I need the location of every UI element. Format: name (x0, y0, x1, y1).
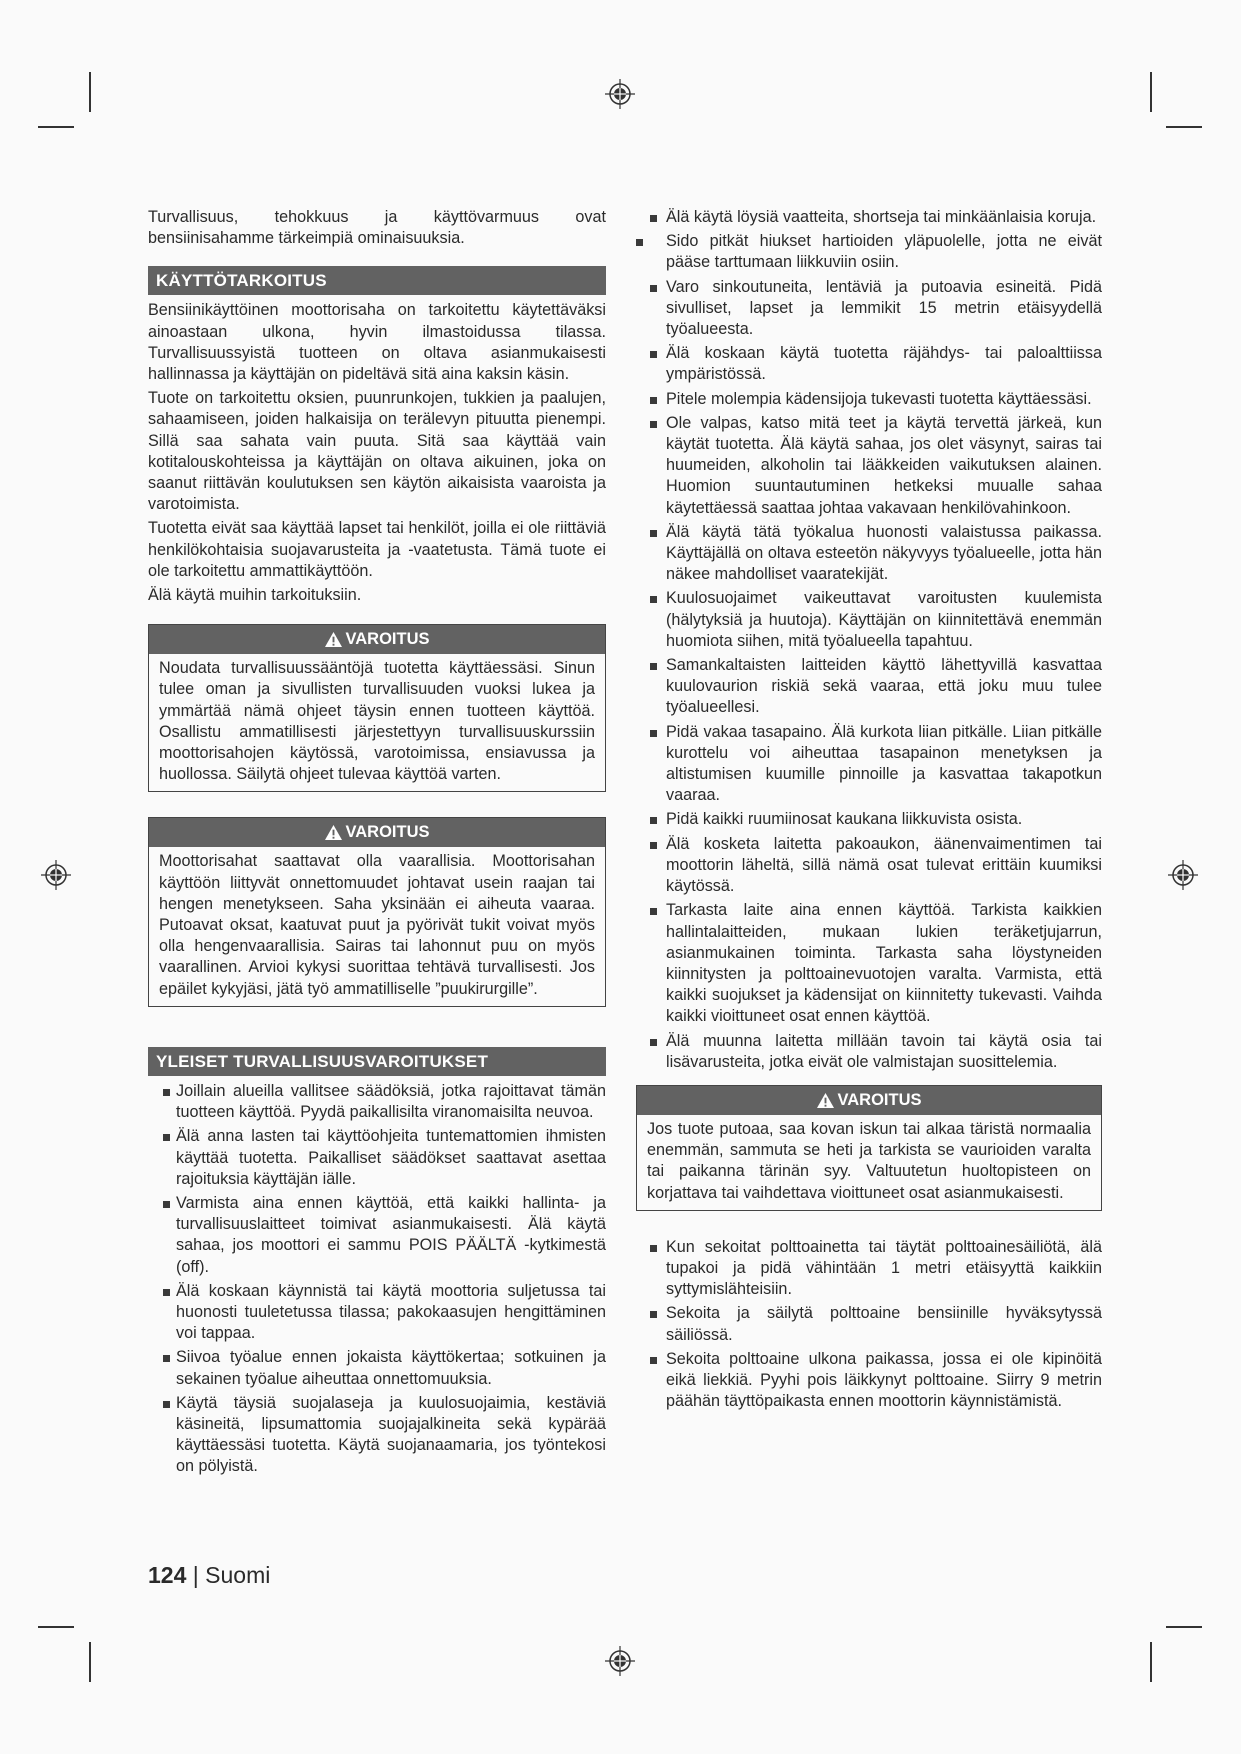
bullet-icon (163, 1089, 170, 1096)
bullet-icon (163, 1289, 170, 1296)
left-column (148, 207, 606, 1481)
warning-header (637, 1086, 1101, 1115)
list-item: Siivoa työalue ennen jokaista käyttökertaa; sotkuinen ja sekainen työalue aiheuttaa onnettomuuksia. (148, 1347, 606, 1389)
bullet-icon (650, 1311, 657, 1318)
bullet-icon (650, 842, 657, 849)
list-item: Älä käytä tätä työkalua huonosti valaistussa paikassa. Käyttäjällä on oltava esteetön näkyvyys työalueelle, jotta hän näkee mahdolliset vaaratekijät. (636, 522, 1102, 586)
purpose-paragraph: Bensiinikäyttöinen moottorisaha on tarkoitettu käytettäväksi ainoastaan ulkona, hyvin ilmastoidussa tilassa. Turvallisuussyistä tuotteen on oltava asianmukaisesti hallinnassa ja käyttäjän on pideltävä sitä aina kaksin käsin. (148, 301, 606, 384)
crop-mark (38, 126, 74, 128)
warning-box (148, 624, 606, 792)
warning-label: VAROITUS (345, 823, 430, 842)
crop-mark (1166, 1626, 1202, 1628)
bullet-icon (650, 817, 657, 824)
crop-mark (89, 72, 91, 112)
list-item: Pitele molempia kädensijoja tukevasti tuotetta käyttäessäsi. (636, 389, 1102, 410)
list-item: Älä kosketa laitetta pakoaukon, äänenvaimentimen tai moottorin läheltä, sillä nämä osat tulevat erittäin kuumiksi käytössä. (636, 834, 1102, 898)
list-item: Pidä vakaa tasapaino. Älä kurkota liian pitkälle. Liian pitkälle kurottelu voi aiheuttaa tasapainon menetyksen ja altistumisen kuumille pinnoille ja kasvattaa takapotkun vaaraa. (636, 722, 1102, 807)
bullet-icon (163, 1355, 170, 1362)
list-item: Joillain alueilla vallitsee säädöksiä, jotka rajoittavat tämän tuotteen käyttöä. Pyydä paikallisilta viranomaisilta neuvoa. (148, 1081, 606, 1123)
crop-mark (38, 1626, 74, 1628)
bullet-icon (650, 215, 657, 222)
crop-mark (1150, 1642, 1152, 1682)
purpose-section (148, 266, 606, 606)
bullet-icon (163, 1134, 170, 1141)
warning-header (149, 818, 605, 847)
warning-triangle-icon (816, 1092, 835, 1109)
bullet-icon (650, 421, 657, 428)
purpose-paragraph: Tuotetta eivät saa käyttää lapset tai henkilöt, joilla ei ole riittäviä henkilökohtaisia suojavarusteita ja -vaatetusta. Tämä tuote ei ole tarkoitettu ammattikäyttöön. (148, 519, 606, 580)
registration-mark-icon (1168, 860, 1198, 890)
bullet-icon (650, 285, 657, 292)
warning-box (148, 817, 606, 1006)
warning-header (149, 625, 605, 654)
footer-language: Suomi (205, 1562, 271, 1588)
warning-label: VAROITUS (837, 1090, 922, 1109)
warning-text: Noudata turvallisuussääntöjä tuotetta käyttäessäsi. Sinun tulee oman ja sivullisten turvallisuuden vuoksi lukea ja ymmärtää nämä ohjeet täysin ennen tuotteen käyttöä. Osallistu ammatillisesti järjestettyyn turvallisuuskurssiin moottorisahojen käytössä, varotoimissa, ensiavussa ja huollossa. Säilytä ohjeet tulevaa käyttöä varten. (159, 659, 595, 784)
list-item: Ole valpas, katso mitä teet ja käytä tervettä järkeä, kun käytät tuotetta. Älä käytä sahaa, jos olet väsynyt, sairas tai huumeiden, alkoholin tai lääkkeiden vaikutuksen alainen. Huomion suuntautuminen hetkeksi muualle sahaa käytettäessä saattaa johtaa vakavaan henkilövahinkoon. (636, 413, 1102, 519)
footer-separator: | (192, 1562, 199, 1588)
list-item: Sido pitkät hiukset hartioiden yläpuolelle, jotta ne eivät pääse tarttumaan liikkuviin osiin. (636, 231, 1102, 273)
list-item: Pidä kaikki ruumiinosat kaukana liikkuvista osista. (636, 809, 1102, 830)
intro-text: Turvallisuus, tehokkuus ja käyttövarmuus ovat bensiinisahamme tärkeimpiä ominaisuuksia. (148, 208, 606, 248)
bullet-icon (636, 239, 643, 246)
crop-mark (1166, 126, 1202, 128)
list-item: Kun sekoitat polttoainetta tai täytät polttoainesäiliötä, älä tupakoi ja pidä vähintään 1 metri etäisyyttä kaikkiin syttymislähteisiin. (636, 1237, 1102, 1301)
crop-mark (1150, 72, 1152, 112)
warning-label: VAROITUS (345, 630, 430, 649)
fuel-list (636, 1237, 1102, 1413)
purpose-paragraph: Älä käytä muihin tarkoituksiin. (148, 586, 362, 605)
list-item: Kuulosuojaimet vaikeuttavat varoitusten kuulemista (hälytyksiä ja huutoja). Käyttäjän on kiinnitettävä enemmän huomiota siihen, mitä työalueella tapahtuu. (636, 588, 1102, 652)
registration-mark-icon (605, 79, 635, 109)
bullet-icon (650, 397, 657, 404)
warning-text: Jos tuote putoaa, saa kovan iskun tai alkaa täristä normaalia enemmän, sammuta se heti ja tarkista se vaurioiden varalta tai paikanna tärinän syy. Valtuutetun huoltopisteen on korjattava tai vaihdettava vioittuneet osat asianmukaisesti. (647, 1119, 1091, 1202)
warning-triangle-icon (324, 631, 343, 648)
general-list (148, 1081, 606, 1478)
list-item: Älä käytä löysiä vaatteita, shortseja tai minkäänlaisia koruja. (636, 207, 1102, 228)
bullet-icon (650, 1039, 657, 1046)
bullet-icon (163, 1401, 170, 1408)
warning-triangle-icon (324, 824, 343, 841)
purpose-heading: KÄYTTÖTARKOITUS (148, 266, 606, 295)
bullet-icon (650, 530, 657, 537)
list-item: Samankaltaisten laitteiden käyttö lähettyvillä kasvattaa kuulovaurion riskiä sekä vaaraa, että joku muu tulee työalueellesi. (636, 655, 1102, 719)
general-heading: YLEISET TURVALLISUUSVAROITUKSET (148, 1047, 606, 1076)
registration-mark-icon (605, 1646, 635, 1676)
general-section (148, 1047, 606, 1478)
safety-list (636, 207, 1102, 1073)
right-column (636, 207, 1102, 1415)
page-footer (148, 1562, 270, 1589)
page-number: 124 (148, 1562, 187, 1588)
bullet-icon (650, 908, 657, 915)
bullet-icon (650, 663, 657, 670)
list-item: Käytä täysiä suojalaseja ja kuulosuojaimia, kestäviä käsineitä, lipsumattomia suojajalkineita sekä kypärää käyttäessäsi tuotetta. Käytä suojanaamaria, jos työntekosi on pölyistä. (148, 1393, 606, 1478)
bullet-icon (650, 1357, 657, 1364)
list-item: Sekoita ja säilytä polttoaine bensiinille hyväksytyssä säiliössä. (636, 1303, 1102, 1345)
warning-box (636, 1085, 1102, 1211)
purpose-paragraph: Tuote on tarkoitettu oksien, puunrunkojen, tukkien ja paalujen, sahaamiseen, joiden halkaisija on terälevyn pituutta pienempi. Sillä saa sahata vain puuta. Sitä saa käyttää vain kotitalouskohteissa ja käyttäjän on oltava aikuinen, joka on saanut riittävän koulutuksen sen käytön aikaisista vaaroista ja varotoimista. (148, 389, 606, 514)
list-item: Älä koskaan käynnistä tai käytä moottoria suljetussa tai huonosti tuuletetussa tilassa; pakokaasujen hengittäminen voi tappaa. (148, 1281, 606, 1345)
registration-mark-icon (41, 860, 71, 890)
list-item: Sekoita polttoaine ulkona paikassa, jossa ei ole kipinöitä eikä liekkiä. Pyyhi pois läikkynyt polttoaine. Siirry 9 metrin päähän täyttöpaikasta ennen moottorin käynnistämistä. (636, 1349, 1102, 1413)
list-item: Varmista aina ennen käyttöä, että kaikki hallinta- ja turvallisuuslaitteet toimivat asianmukaisesti. Älä käytä sahaa, jos moottori ei sammu POIS PÄÄLTÄ -kytkimestä (off). (148, 1193, 606, 1278)
warning-text: Moottorisahat saattavat olla vaarallisia. Moottorisahan käyttöön liittyvät onnettomuudet johtavat usein raajan tai hengen menetykseen. Saha yksinään ei aiheuta vaaraa. Putoavat oksat, kaatuvat puut ja pyörivät tukit voivat myös olla hengenvaarallisia. Sairas tai lahonnut puu on myös vaarallinen. Arvioi kykysi suorittaa tehtävä turvallisesti. Jos epäilet kykyjäsi, jätä työ ammatilliselle ”puukirurgille”. (159, 852, 595, 998)
list-item: Tarkasta laite aina ennen käyttöä. Tarkista kaikkien hallintalaitteiden, mukaan lukien teräketjujarrun, asianmukainen toiminta. Tarkasta saha löystyneiden kiinnitysten ja polttoainevuotojen varalta. Varmista, että kaikki suojukset ja kädensijat on kiinnitetty tukevasti. Vaihda kaikki vioittuneet osat ennen käyttöä. (636, 900, 1102, 1027)
crop-mark (89, 1642, 91, 1682)
bullet-icon (163, 1201, 170, 1208)
list-item: Älä anna lasten tai käyttöohjeita tuntemattomien ihmisten käyttää tuotetta. Paikalliset säädökset saattavat asettaa rajoituksia käyttäjän iälle. (148, 1126, 606, 1190)
bullet-icon (650, 730, 657, 737)
list-item: Älä muunna laitetta millään tavoin tai käytä osia tai lisävarusteita, jotka eivät ole valmistajan suosittelemia. (636, 1031, 1102, 1073)
bullet-icon (650, 351, 657, 358)
bullet-icon (650, 1245, 657, 1252)
bullet-icon (650, 596, 657, 603)
list-item: Varo sinkoutuneita, lentäviä ja putoavia esineitä. Pidä sivulliset, lapset ja lemmikit 15 metrin etäisyydellä työalueesta. (636, 277, 1102, 341)
list-item: Älä koskaan käytä tuotetta räjähdys- tai paloalttiissa ympäristössä. (636, 343, 1102, 385)
